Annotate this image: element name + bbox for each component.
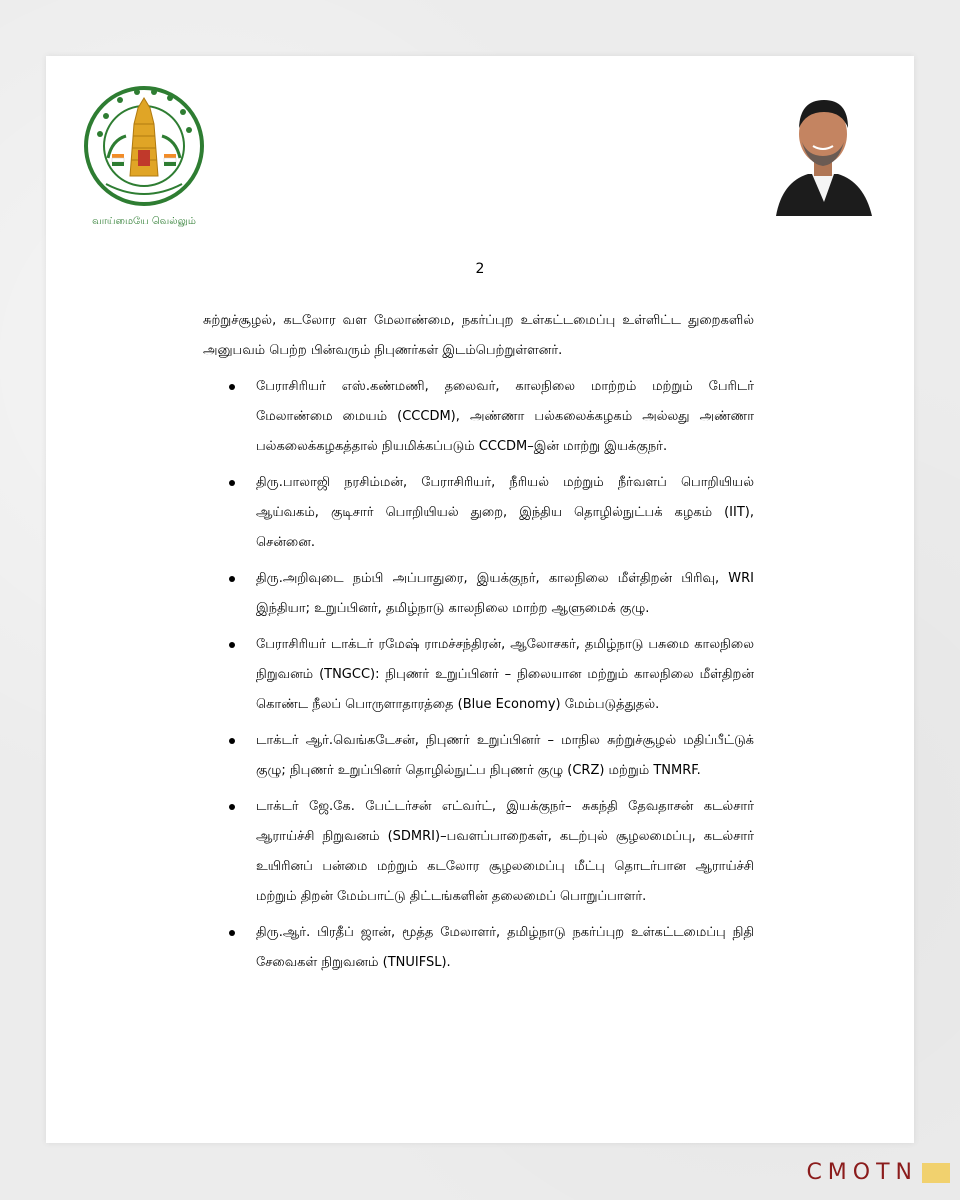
list-item-text: டாக்டர் ஆர்.வெங்கடேசன், நிபுணர் உறுப்பினர் – மாநில சுற்றுச்சூழல் மதிப்பீட்டுக் குழு; நிபுணர் உறுப்பினர் தொழில்நுட்ப நிபுணர் குழு (CRZ) மற்றும் TNMRF.	[256, 733, 754, 778]
brand-accent-bar	[922, 1163, 950, 1183]
bullet-icon	[229, 384, 235, 390]
list-item-text: திரு.ஆர். பிரதீப் ஜான், மூத்த மேலாளர், தமிழ்நாடு நகர்ப்புற உள்கட்டமைப்பு நிதி சேவைகள் நிறுவனம் (TNUIFSL).	[256, 925, 754, 970]
list-item-text: டாக்டர் ஜே.கே. பேட்டர்சன் எட்வர்ட், இயக்குநர்– சுகந்தி தேவதாசன் கடல்சார் ஆராய்ச்சி நிறுவனம் (SDMRI)–பவளப்பாறைகள், கடற்புல் சூழலமைப்பு, கடல்சார் உயிரினப் பன்மை மற்றும் கடலோர சூழலமைப்பு மீட்பு தொடர்பான ஆராய்ச்சி மற்றும் திறன் மேம்பாட்டு திட்டங்களின் தலைமைப் பொறுப்பாளர்.	[256, 799, 754, 904]
cmotn-brand-logo	[806, 1160, 950, 1185]
list-item	[203, 468, 754, 558]
list-item-text: திரு.அறிவுடை நம்பி அப்பாதுரை, இயக்குநர், காலநிலை மீள்திறன் பிரிவு, WRI இந்தியா; உறுப்பினர், தமிழ்நாடு காலநிலை மாற்ற ஆளுமைக் குழு.	[256, 571, 754, 616]
list-item	[203, 726, 754, 786]
chief-minister-portrait	[768, 86, 878, 216]
brand-text: CMOTN	[806, 1160, 918, 1185]
list-item	[203, 918, 754, 978]
document-body	[203, 306, 754, 978]
page-number: 2	[475, 261, 485, 277]
list-item	[203, 792, 754, 912]
document-page	[46, 56, 914, 1143]
tamil-nadu-emblem	[82, 84, 206, 232]
bullet-icon	[229, 738, 235, 744]
bullet-icon	[229, 804, 235, 810]
list-item-text: திரு.பாலாஜி நரசிம்மன், பேராசிரியர், நீரியல் மற்றும் நீர்வளப் பொறியியல் ஆய்வகம், குடிசார் பொறியியல் துறை, இந்திய தொழில்நுட்பக் கழகம் (IIT), சென்னை.	[256, 475, 754, 550]
intro-paragraph: சுற்றுச்சூழல், கடலோர வள மேலாண்மை, நகர்ப்புற உள்கட்டமைப்பு உள்ளிட்ட துறைகளில் அனுபவம் பெற்ற பின்வரும் நிபுணர்கள் இடம்பெற்றுள்ளனர்.	[203, 313, 754, 358]
bullet-icon	[229, 642, 235, 648]
bullet-icon	[229, 576, 235, 582]
list-item	[203, 564, 754, 624]
list-item-text: பேராசிரியர் எஸ்.கண்மணி, தலைவர், காலநிலை மாற்றம் மற்றும் பேரிடர் மேலாண்மை மையம் (CCCDM), அண்ணா பல்கலைக்கழகம் அல்லது அண்ணா பல்கலைக்கழகத்தால் நியமிக்கப்படும் CCCDM–இன் மாற்று இயக்குநர்.	[256, 379, 754, 454]
list-item	[203, 630, 754, 720]
list-item-text: பேராசிரியர் டாக்டர் ரமேஷ் ராமச்சந்திரன், ஆலோசகர், தமிழ்நாடு பசுமை காலநிலை நிறுவனம் (TNGCC): நிபுணர் உறுப்பினர் – நிலையான மற்றும் காலநிலை மீள்திறன் கொண்ட நீலப் பொருளாதாரத்தை (Blue Economy) மேம்படுத்துதல்.	[256, 637, 754, 712]
expert-list	[203, 372, 754, 978]
bullet-icon	[229, 480, 235, 486]
svg-text:வாய்மையே வெல்லும்: வாய்மையே வெல்லும்	[92, 216, 196, 227]
bullet-icon	[229, 930, 235, 936]
list-item	[203, 372, 754, 462]
